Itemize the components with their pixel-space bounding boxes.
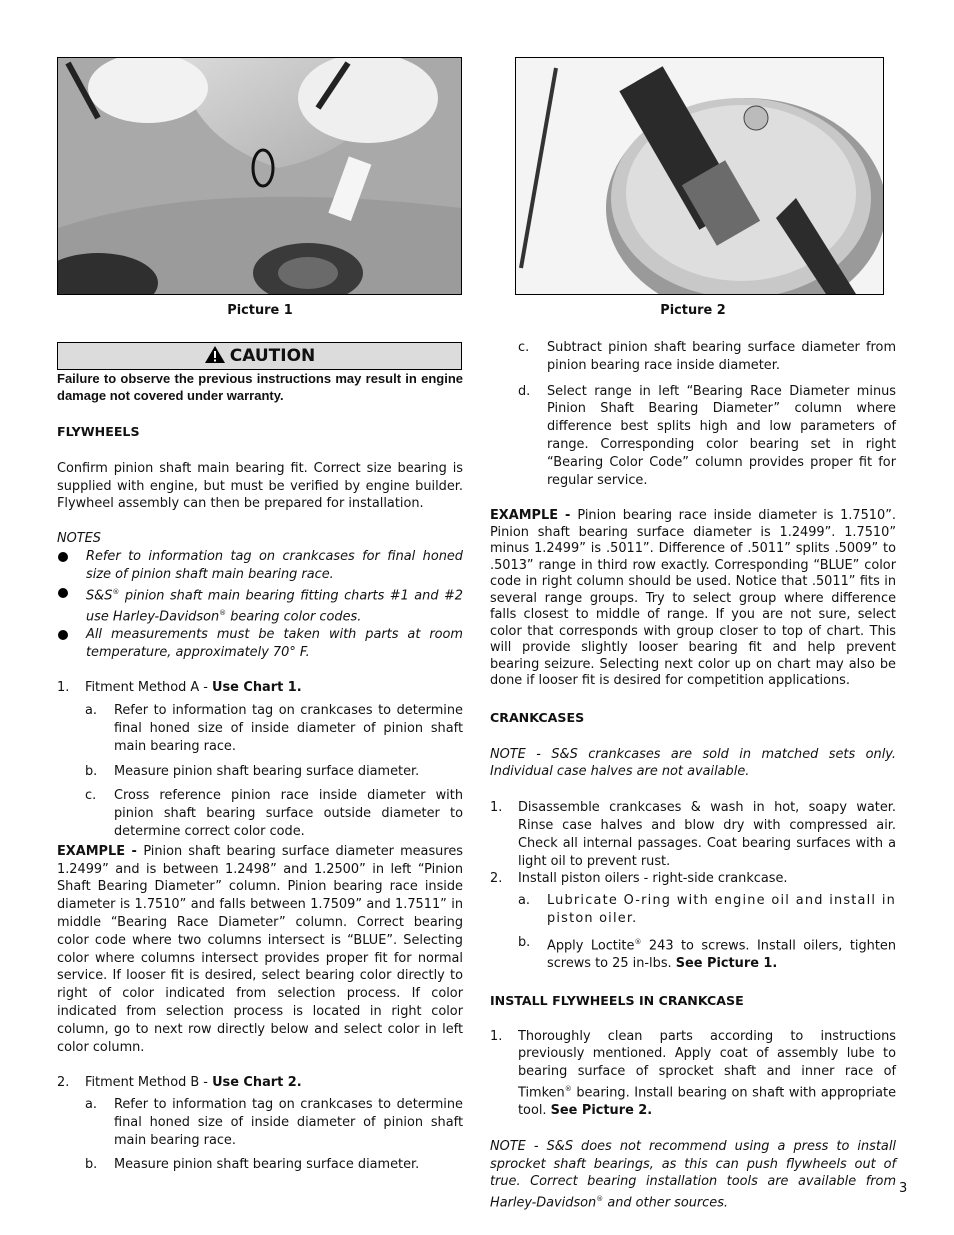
note2-text: pinion shaft main bearing fitting charts #1 and #2 use Harley-Davidson	[86, 587, 463, 624]
note-text: Refer to information tag on crankcases for final honed size of pinion shaft main bearing race.	[86, 548, 463, 582]
note-item	[57, 548, 463, 584]
install-heading: INSTALL FLYWHEELS IN CRANKCASE	[490, 992, 744, 1008]
step-number: 2.	[490, 871, 503, 887]
install-step-1	[490, 1028, 896, 1120]
registered-mark: ®	[634, 937, 642, 946]
step-2a	[57, 1096, 463, 1149]
substep-letter: a.	[518, 893, 530, 909]
flywheels-heading: FLYWHEELS	[57, 424, 140, 439]
step-2d	[490, 383, 896, 490]
picture-1-photo	[57, 57, 462, 295]
substep-letter: d.	[518, 383, 531, 399]
picture-reference: See Picture 1.	[675, 955, 778, 971]
note-text-end: and other sources.	[603, 1195, 729, 1211]
step-text: Fitment Method B -	[85, 1075, 213, 1091]
notes-label: NOTES	[57, 531, 101, 547]
crankcase-step-2a	[490, 892, 896, 928]
substep-text: Apply Loctite	[547, 938, 635, 954]
registered-mark: ®	[596, 1195, 604, 1204]
warning-triangle-icon	[204, 345, 226, 364]
note-item	[57, 626, 463, 662]
substep-letter: c.	[85, 788, 97, 804]
registered-mark: ®	[564, 1084, 572, 1093]
substep-letter: a.	[85, 1097, 97, 1113]
substep-text: Lubricate O-ring with engine oil and install in piston oiler.	[547, 893, 896, 927]
picture-2-caption: Picture 2	[660, 303, 726, 318]
substep-text: Measure pinion shaft bearing surface diameter.	[114, 1157, 420, 1173]
caution-title: CAUTION	[229, 346, 316, 366]
step-1	[57, 679, 463, 697]
example-1	[57, 843, 463, 1057]
caution-text: Failure to observe the previous instructions may result in engine damage not covered under warranty.	[57, 371, 463, 403]
step-2c	[490, 339, 896, 375]
example-text: Pinion bearing race inside diameter is 1.7510”. Pinion shaft bearing surface diameter is 1.2499”. 1.7510” minus 1.2499” is .5011”. Difference of .5011” splits .5009” to .5013” range in third row exactly. Corresponding “BLUE” color code in right column should be used. Notice that .5011” fits in several range groups. Try to select group where difference falls closest to middle of range. If you are not sure, select color that corresponds with group closer to top of chart. This will provide slightly looser bearing fit and help prevent bearing seizure. Selecting next color up on chart may also be done if looser fit is desired for competition applications.	[490, 508, 896, 689]
step-1a	[57, 702, 463, 755]
install-note	[490, 1138, 896, 1212]
flywheel-bearing-photo-illustration	[516, 58, 883, 294]
bullet-icon	[58, 552, 68, 562]
chart-reference: Use Chart 1.	[212, 680, 302, 696]
note-text: All measurements must be taken with parts at room temperature, approximately 70° F.	[86, 626, 463, 660]
crankcase-step-2	[490, 870, 896, 888]
note-item	[57, 584, 463, 626]
crankcase-step-1	[490, 799, 896, 870]
note2-brand: S&S	[86, 587, 113, 603]
registered-mark: ®	[112, 587, 120, 596]
substep-text: Measure pinion shaft bearing surface diameter.	[114, 763, 420, 779]
left-column	[57, 370, 463, 1174]
bullet-icon	[58, 630, 68, 640]
page-number: 3	[899, 1181, 908, 1196]
substep-text: Cross reference pinion race inside diameter with pinion shaft bearing surface outside diameter to determine correct color code.	[114, 788, 463, 839]
picture-2-photo	[515, 57, 884, 295]
registered-mark: ®	[219, 608, 227, 617]
substep-letter: b.	[85, 1157, 98, 1173]
step-text: Disassemble crankcases & wash in hot, soapy water. Rinse case halves and blow dry with compressed air. Check all internal passages. Coat bearing surfaces with a light oil to prevent rust.	[518, 800, 896, 869]
crankcases-heading: CRANKCASES	[490, 709, 585, 725]
substep-letter: b.	[85, 763, 98, 779]
step-2b	[57, 1156, 463, 1174]
example-2	[490, 508, 896, 690]
example-label: EXAMPLE -	[490, 508, 578, 524]
step-1c	[57, 787, 463, 840]
substep-letter: b.	[518, 934, 531, 950]
note-text	[86, 584, 463, 626]
step-text: Install piston oilers - right-side crankcase.	[518, 871, 788, 887]
step-number: 2.	[57, 1075, 70, 1091]
bullet-icon	[58, 588, 68, 598]
picture-reference: See Picture 2.	[550, 1103, 653, 1119]
substep-text-cont: 243 to screws. Install oilers, tighten screws to 25 in-lbs.	[547, 938, 897, 971]
flywheels-intro: Confirm pinion shaft main bearing fit. Correct size bearing is supplied with engine, but must be verified by engine builder. Flywheel assembly can then be prepared for installation.	[57, 460, 463, 512]
right-column	[490, 339, 896, 1212]
step-text-cont: bearing. Install bearing on shaft with appropriate tool.	[518, 1085, 896, 1119]
crankcases-note: NOTE - S&S crankcases are sold in matched sets only. Individual case halves are not available.	[490, 746, 896, 780]
substep-text: Select range in left “Bearing Race Diameter minus Pinion Shaft Bearing Diameter” column where difference best splits high and low parameters of range. Corresponding color bearing set in right “Bearing Color Code” column provides proper fit for regular service.	[547, 383, 896, 488]
substep-text: Refer to information tag on crankcases to determine final honed size of inside diameter of pinion shaft main bearing race.	[114, 1097, 463, 1148]
substep-text: Refer to information tag on crankcases to determine final honed size of inside diameter of pinion shaft main bearing race.	[114, 703, 463, 754]
step-text: Fitment Method A -	[85, 680, 213, 696]
substep-letter: c.	[518, 340, 530, 355]
step-number: 1.	[490, 1028, 503, 1044]
step-number: 1.	[490, 800, 503, 816]
note-text: NOTE - S&S does not recommend using a press to install sprocket shaft bearings, as this can push flywheels out of true. Correct bearing installation tools are available from Harley-Davidson	[490, 1138, 896, 1211]
step-number: 1.	[57, 680, 70, 696]
step-text: Thoroughly clean parts according to instructions previously mentioned. Apply coat of assembly lube to bearing surface of sprocket shaft and inner race of Timken	[518, 1028, 896, 1101]
example-text: Pinion shaft bearing surface diameter measures 1.2499” and is between 1.2498” and 1.2500” in left “Pinion Shaft Bearing Diameter” column. Pinion bearing race inside diameter is 1.7510” and falls between 1.7509” and 1.7511” in middle “Bearing Race Diameter” column. Correct bearing color code where two columns intersect is “BLUE”. Selecting color where columns intersect provides proper fit for normal service. If looser fit is desired, select bearing color directly to right of color indicated from selection process. If color indicated from selection process is located in right color column, go to next row directly below and select color in left color column.	[57, 843, 464, 1055]
note2-text-end: bearing color codes.	[226, 608, 362, 624]
substep-text: Subtract pinion shaft bearing surface diameter from pinion bearing race inside diameter.	[547, 340, 896, 373]
crankcase-step-2b	[490, 934, 896, 973]
picture-1-caption: Picture 1	[227, 303, 293, 318]
step-2	[57, 1074, 463, 1092]
substep-letter: a.	[85, 703, 97, 719]
step-1b	[57, 763, 463, 781]
caution-banner	[57, 342, 462, 370]
crankcase-photo-illustration	[58, 58, 461, 294]
example-label: EXAMPLE -	[57, 843, 144, 859]
chart-reference: Use Chart 2.	[212, 1075, 302, 1091]
